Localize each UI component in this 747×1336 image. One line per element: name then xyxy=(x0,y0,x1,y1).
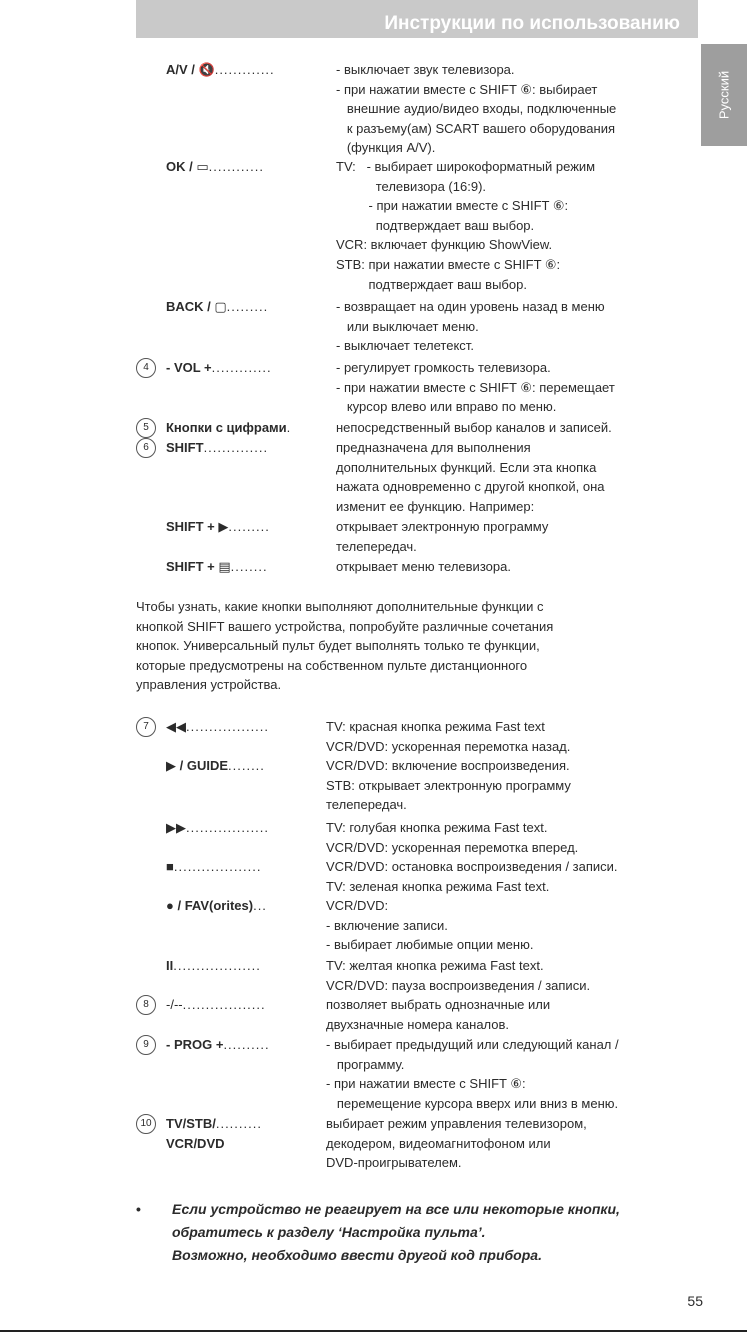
entry-term-text: Кнопки с цифрами xyxy=(166,420,287,435)
entry-description xyxy=(326,995,550,1034)
entry-term xyxy=(166,1114,262,1153)
description-line: выбирает режим управления телевизором, xyxy=(326,1116,587,1131)
entry-description xyxy=(336,517,548,556)
entry-term-text: - PROG + xyxy=(166,1037,224,1052)
description-line: дополнительных функций. Если эта кнопка xyxy=(336,459,597,475)
description-line: - регулирует громкость телевизора. xyxy=(336,360,551,375)
entry-description xyxy=(336,60,616,158)
entry-term-text: SHIFT + ▤ xyxy=(166,559,231,574)
description-line: телепередач. xyxy=(326,797,407,813)
description-line: курсор влево или вправо по меню. xyxy=(336,399,557,415)
entry-description xyxy=(336,557,511,577)
entry-leader-dots: ......... xyxy=(226,299,269,314)
description-line: - выбирает предыдущий или следующий канал / xyxy=(326,1037,619,1052)
entry-term xyxy=(166,60,275,80)
entry-leader-dots: .............. xyxy=(203,440,269,455)
description-line: - при нажатии вместе с SHIFT ⑥: xyxy=(336,198,569,214)
description-line: программу. xyxy=(326,1056,405,1072)
description-line: TV: желтая кнопка режима Fast text. xyxy=(326,958,544,973)
page-number: 55 xyxy=(687,1293,703,1309)
description-line: - при нажатии вместе с SHIFT ⑥: xyxy=(326,1076,526,1092)
description-line: TV: - выбирает широкоформатный режим xyxy=(336,159,596,174)
entry-term xyxy=(166,157,264,177)
entry-number: 9 xyxy=(136,1035,156,1055)
note-bullet: • xyxy=(136,1201,141,1217)
entry-description xyxy=(326,818,578,857)
entry-term xyxy=(166,517,270,537)
language-tab xyxy=(701,44,747,146)
description-line: декодером, видеомагнитофоном или xyxy=(326,1135,551,1151)
description-line: - при нажатии вместе с SHIFT ⑥: перемещает xyxy=(336,379,615,395)
entry-leader-dots: . xyxy=(286,420,292,435)
shift-paragraph xyxy=(136,597,696,695)
description-line: - выключает телетекст. xyxy=(336,338,474,354)
description-line: VCR/DVD: остановка воспроизведения / записи. xyxy=(326,859,618,874)
entry-leader-dots: ................... xyxy=(173,958,261,973)
entry-description xyxy=(326,896,533,955)
entry-description xyxy=(326,857,618,896)
paragraph-line: управления устройства. xyxy=(136,677,282,693)
entry-term-text: ◀◀ xyxy=(166,719,186,734)
entry-number: 4 xyxy=(136,358,156,378)
description-line: VCR/DVD: пауза воспроизведения / записи. xyxy=(326,977,591,993)
entry-term-text: A/V / 🔇 xyxy=(166,62,215,77)
description-line: - выбирает любимые опции меню. xyxy=(326,937,534,953)
paragraph-line: Чтобы узнать, какие кнопки выполняют дополнительные функции с xyxy=(136,599,544,614)
entry-description xyxy=(326,1035,619,1113)
description-line: подтверждает ваш выбор. xyxy=(336,276,527,292)
entry-term-text: - VOL + xyxy=(166,360,212,375)
description-line: - выключает звук телевизора. xyxy=(336,62,515,77)
paragraph-line: которые предусмотрены на собственном пульте дистанционного xyxy=(136,657,528,673)
description-line: STB: при нажатии вместе с SHIFT ⑥: xyxy=(336,256,561,272)
description-line: - возвращает на один уровень назад в меню xyxy=(336,299,605,314)
entry-number: 7 xyxy=(136,717,156,737)
entry-number: 5 xyxy=(136,418,156,438)
entry-leader-dots: ................... xyxy=(173,859,262,874)
header-title: Инструкции по использованию xyxy=(384,13,680,34)
description-line: - включение записи. xyxy=(326,917,448,933)
entry-leader-dots: .................. xyxy=(182,997,266,1012)
description-line: непосредственный выбор каналов и записей. xyxy=(336,420,612,435)
description-line: STB: открывает электронную программу xyxy=(326,777,571,793)
description-line: или выключает меню. xyxy=(336,318,479,334)
entry-description xyxy=(326,756,571,815)
entry-term xyxy=(166,896,267,916)
entry-description xyxy=(336,157,595,294)
entry-leader-dots: ........ xyxy=(228,758,265,773)
description-line: TV: красная кнопка режима Fast text xyxy=(326,719,545,734)
note-line: обратитесь к разделу ‘Настройка пульта’. xyxy=(172,1224,486,1240)
entry-leader-dots: ............. xyxy=(211,360,272,375)
entry-term xyxy=(166,756,265,776)
entry-leader-dots: ............ xyxy=(208,159,264,174)
entry-description xyxy=(326,717,570,756)
entry-term-text: ● / FAV(orites) xyxy=(166,898,254,913)
description-line: нажата одновременно с другой кнопкой, она xyxy=(336,479,605,495)
entry-term-text: TV/STB/ xyxy=(166,1116,216,1131)
bottom-rule xyxy=(0,1330,747,1332)
paragraph-line: кнопок. Универсальный пульт будет выполнять только те функции, xyxy=(136,638,540,654)
description-line: подтверждает ваш выбор. xyxy=(336,217,535,233)
entry-term xyxy=(166,818,269,838)
description-line: внешние аудио/видео входы, подключенные xyxy=(336,101,617,117)
page-header xyxy=(136,0,698,38)
entry-description xyxy=(326,1114,587,1173)
entry-term xyxy=(166,358,272,378)
description-line: изменит ее функцию. Например: xyxy=(336,498,535,514)
entry-term-text: SHIFT xyxy=(166,440,204,455)
entry-term xyxy=(166,418,291,438)
entry-term-text: ▶▶ xyxy=(166,820,186,835)
entry-leader-dots: ............. xyxy=(214,62,275,77)
entry-term-text: ■ xyxy=(166,859,174,874)
entry-term xyxy=(166,297,268,317)
description-line: TV: зеленая кнопка режима Fast text. xyxy=(326,878,550,894)
description-line: перемещение курсора вверх или вниз в меню. xyxy=(326,1095,619,1111)
note-line: Возможно, необходимо ввести другой код прибора. xyxy=(172,1247,542,1263)
description-line: TV: голубая кнопка режима Fast text. xyxy=(326,820,548,835)
description-line: - при нажатии вместе с SHIFT ⑥: выбирает xyxy=(336,81,598,97)
description-line: VCR: включает функцию ShowView. xyxy=(336,237,553,253)
description-line: (функция A/V). xyxy=(336,140,436,156)
description-line: VCR/DVD: ускоренная перемотка назад. xyxy=(326,738,571,754)
entry-term-text: BACK / ▢ xyxy=(166,299,227,314)
description-line: к разъему(ам) SCART вашего оборудования xyxy=(336,120,615,136)
description-line: позволяет выбрать однозначные или xyxy=(326,997,551,1012)
entry-term xyxy=(166,995,266,1015)
entry-term xyxy=(166,557,268,577)
entry-number: 8 xyxy=(136,995,156,1015)
entry-term-text: SHIFT + ▶ xyxy=(166,519,229,534)
description-line: DVD-проигрывателем. xyxy=(326,1155,462,1171)
description-line: VCR/DVD: включение воспроизведения. xyxy=(326,758,570,773)
description-line: предназначена для выполнения xyxy=(336,440,531,455)
entry-description xyxy=(336,438,605,516)
entry-term xyxy=(166,857,261,877)
description-line: телепередач. xyxy=(336,538,417,554)
description-line: телевизора (16:9). xyxy=(336,178,487,194)
language-tab-label: Русский xyxy=(716,70,732,120)
entry-number: 6 xyxy=(136,438,156,458)
entry-number: 10 xyxy=(136,1114,156,1134)
entry-description xyxy=(336,418,612,438)
description-line: VCR/DVD: ускоренная перемотка вперед. xyxy=(326,839,579,855)
entry-description xyxy=(336,358,615,417)
entry-leader-dots: ... xyxy=(253,898,267,913)
entry-leader-dots: .................. xyxy=(186,719,270,734)
entry-description xyxy=(336,297,605,356)
description-line: открывает электронную программу xyxy=(336,519,549,534)
entry-leader-dots: .......... xyxy=(215,1116,262,1131)
description-line: VCR/DVD: xyxy=(326,898,389,913)
entry-term xyxy=(166,1035,270,1055)
description-line: открывает меню телевизора. xyxy=(336,559,511,574)
entry-term-text: -/-- xyxy=(166,997,183,1012)
entry-term-text-2: VCR/DVD xyxy=(166,1135,225,1151)
entry-term xyxy=(166,956,261,976)
entry-term xyxy=(166,438,268,458)
entry-leader-dots: ......... xyxy=(228,519,270,534)
paragraph-line: кнопкой SHIFT вашего устройства, попробуйте различные сочетания xyxy=(136,618,554,634)
entry-term-text: ▶ / GUIDE xyxy=(166,758,229,773)
entry-term-text: II xyxy=(166,958,174,973)
entry-term-text: OK / ▭ xyxy=(166,159,209,174)
note-line: Если устройство не реагирует на все или некоторые кнопки, xyxy=(172,1201,620,1217)
entry-term xyxy=(166,717,269,737)
entry-leader-dots: .................. xyxy=(186,820,270,835)
description-line: двухзначные номера каналов. xyxy=(326,1016,510,1032)
entry-leader-dots: .......... xyxy=(223,1037,270,1052)
entry-description xyxy=(326,956,590,995)
entry-leader-dots: ........ xyxy=(230,559,268,574)
